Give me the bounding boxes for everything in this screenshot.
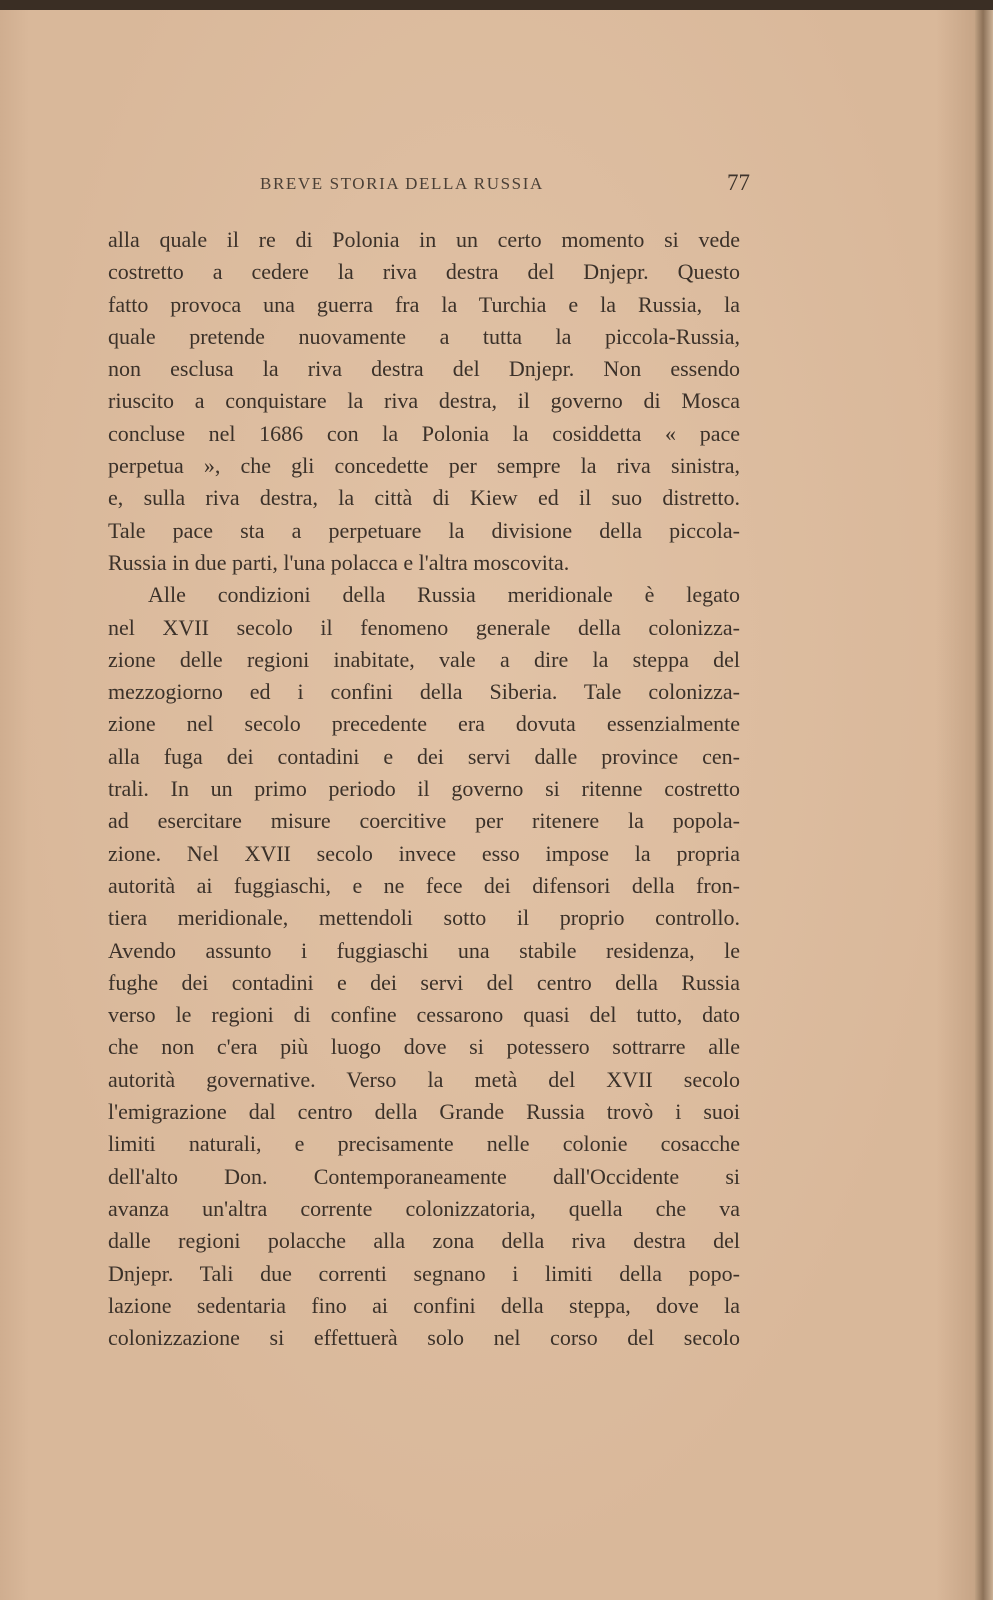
text-line: costretto a cedere la riva destra del Dnjepr. Questo [108, 259, 740, 285]
text-line: zione nel secolo precedente era dovuta essenzialmente [108, 711, 740, 737]
book-page [0, 10, 975, 1600]
text-line: e, sulla riva destra, la città di Kiew ed il suo distretto. [108, 485, 740, 511]
text-line: Russia in due parti, l'una polacca e l'altra moscovita. [108, 549, 570, 575]
text-line: che non c'era più luogo dove si potessero sottrarre alle [108, 1034, 740, 1060]
running-title: BREVE STORIA DELLA RUSSIA [260, 174, 544, 193]
text-line: avanza un'altra corrente colonizzatoria, quella che va [108, 1195, 740, 1221]
text-line: Tale pace sta a perpetuare la divisione della piccola- [108, 517, 740, 543]
text-line: Avendo assunto i fuggiaschi una stabile residenza, le [108, 937, 740, 963]
text-line: fatto provoca una guerra fra la Turchia e la Russia, la [108, 291, 740, 317]
text-line: dell'alto Don. Contemporaneamente dall'Occidente si [108, 1163, 740, 1189]
text-line: dalle regioni polacche alla zona della riva destra del [108, 1228, 740, 1254]
text-line: riuscito a conquistare la riva destra, il governo di Mosca [108, 388, 740, 414]
text-line: autorità ai fuggiaschi, e ne fece dei difensori della fron- [108, 872, 740, 898]
page-header [110, 170, 750, 200]
book-spine-edge [975, 10, 993, 1600]
text-line: alla quale il re di Polonia in un certo momento si vede [108, 227, 740, 252]
text-line: Dnjepr. Tali due correnti segnano i limiti della popo- [108, 1260, 740, 1286]
text-line: zione delle regioni inabitate, vale a dire la steppa del [108, 646, 740, 672]
text-line: verso le regioni di confine cessarono quasi del tutto, dato [108, 1002, 740, 1028]
text-line: fughe dei contadini e dei servi del centro della Russia [108, 969, 740, 995]
text-line: trali. In un primo periodo il governo si ritenne costretto [108, 776, 740, 802]
paragraph-first-line: Alle condizioni della Russia meridionale è legato [148, 582, 740, 608]
text-line: non esclusa la riva destra del Dnjepr. Non essendo [108, 356, 740, 382]
text-line: perpetua », che gli concedette per sempre la riva sinistra, [108, 453, 740, 479]
page-number: 77 [727, 170, 750, 195]
text-line: tiera meridionale, mettendoli sotto il proprio controllo. [108, 905, 740, 931]
text-line: concluse nel 1686 con la Polonia la cosiddetta « pace [108, 420, 740, 446]
text-line: alla fuga dei contadini e dei servi dalle province cen- [108, 743, 740, 769]
text-line: ad esercitare misure coercitive per ritenere la popola- [108, 808, 740, 834]
text-line: autorità governative. Verso la metà del XVII secolo [108, 1066, 740, 1092]
text-line: lazione sedentaria fino ai confini della steppa, dove la [108, 1292, 740, 1318]
text-line: l'emigrazione dal centro della Grande Russia trovò i suoi [108, 1099, 740, 1125]
text-line: zione. Nel XVII secolo invece esso impose la propria [108, 840, 740, 866]
text-line: quale pretende nuovamente a tutta la piccola-Russia, [108, 323, 740, 349]
text-line: colonizzazione si effettuerà solo nel corso del secolo [108, 1325, 740, 1351]
text-line: limiti naturali, e precisamente nelle colonie cosacche [108, 1131, 740, 1157]
text-line: mezzogiorno ed i confini della Siberia. Tale colonizza- [108, 679, 740, 705]
text-line: nel XVII secolo il fenomeno generale della colonizza- [108, 614, 740, 640]
body-text [108, 224, 740, 1354]
